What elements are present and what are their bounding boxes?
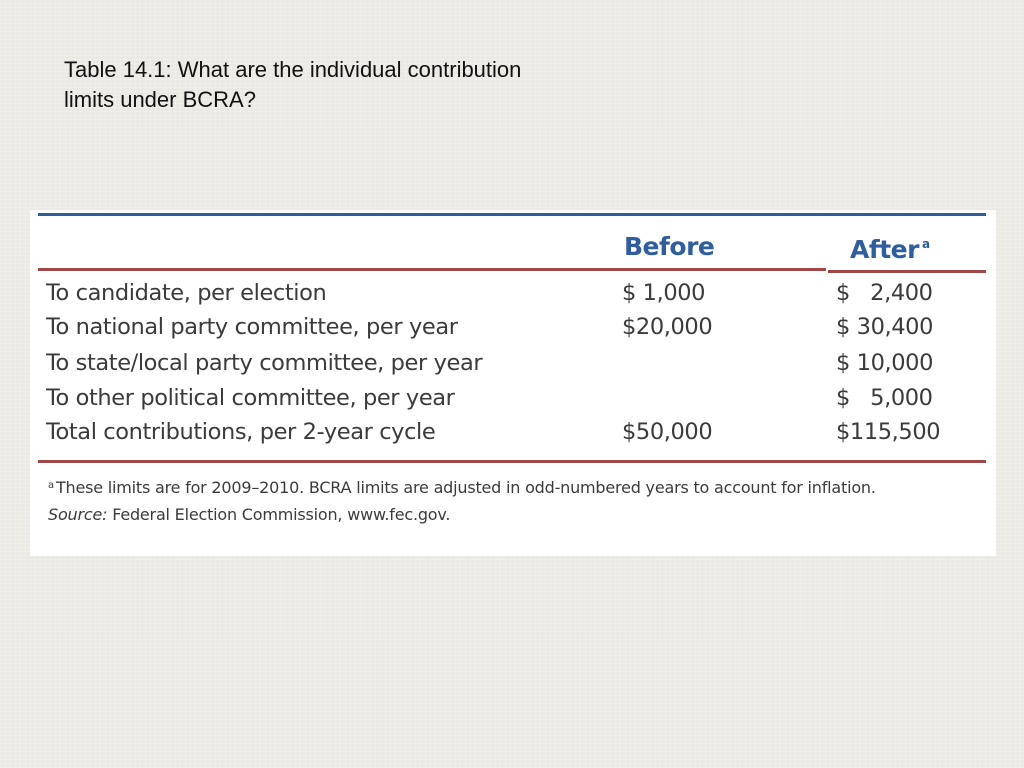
footnote-marker: a	[48, 480, 54, 491]
footnote-text: These limits are for 2009–2010. BCRA limits are adjusted in odd-numbered years to account for inflation.	[55, 478, 876, 497]
column-header-before	[624, 232, 714, 261]
column-header-after-label: After	[850, 235, 919, 264]
slide-title	[64, 55, 664, 115]
table-row	[46, 385, 986, 419]
row-after-value: $ 10,000	[836, 350, 933, 376]
table-footnote	[48, 478, 876, 497]
row-before-value: $ 1,000	[622, 280, 706, 306]
row-after-value: $ 5,000	[836, 385, 933, 411]
row-before-value: $50,000	[622, 419, 713, 445]
row-label: To state/local party committee, per year	[46, 350, 483, 376]
table-row	[46, 350, 986, 384]
contribution-limits-table	[30, 210, 996, 556]
slide-title-line-1: Table 14.1: What are the individual contribution	[64, 57, 522, 82]
row-label: To national party committee, per year	[46, 314, 458, 340]
table-top-rule	[38, 213, 986, 216]
row-after-value: $ 2,400	[836, 280, 933, 306]
table-bottom-rule	[38, 460, 986, 463]
source-label: Source:	[48, 505, 108, 524]
row-label: To other political committee, per year	[46, 385, 455, 411]
row-label: Total contributions, per 2-year cycle	[46, 419, 436, 445]
column-header-after	[850, 235, 930, 264]
table-source-note	[48, 505, 450, 524]
table-row	[46, 314, 986, 348]
row-after-value: $ 30,400	[836, 314, 933, 340]
header-rule-left	[38, 268, 826, 271]
header-rule-right	[828, 270, 986, 273]
row-before-value: $20,000	[622, 314, 713, 340]
column-header-before-label: Before	[624, 232, 715, 261]
column-header-after-footnote-marker: a	[921, 237, 930, 251]
slide-title-line-2: limits under BCRA?	[64, 87, 256, 112]
table-row-total	[46, 419, 986, 453]
source-text: Federal Election Commission, www.fec.gov.	[112, 505, 451, 524]
table-row	[46, 280, 986, 314]
row-label: To candidate, per election	[46, 280, 327, 306]
row-after-value: $115,500	[836, 419, 941, 445]
